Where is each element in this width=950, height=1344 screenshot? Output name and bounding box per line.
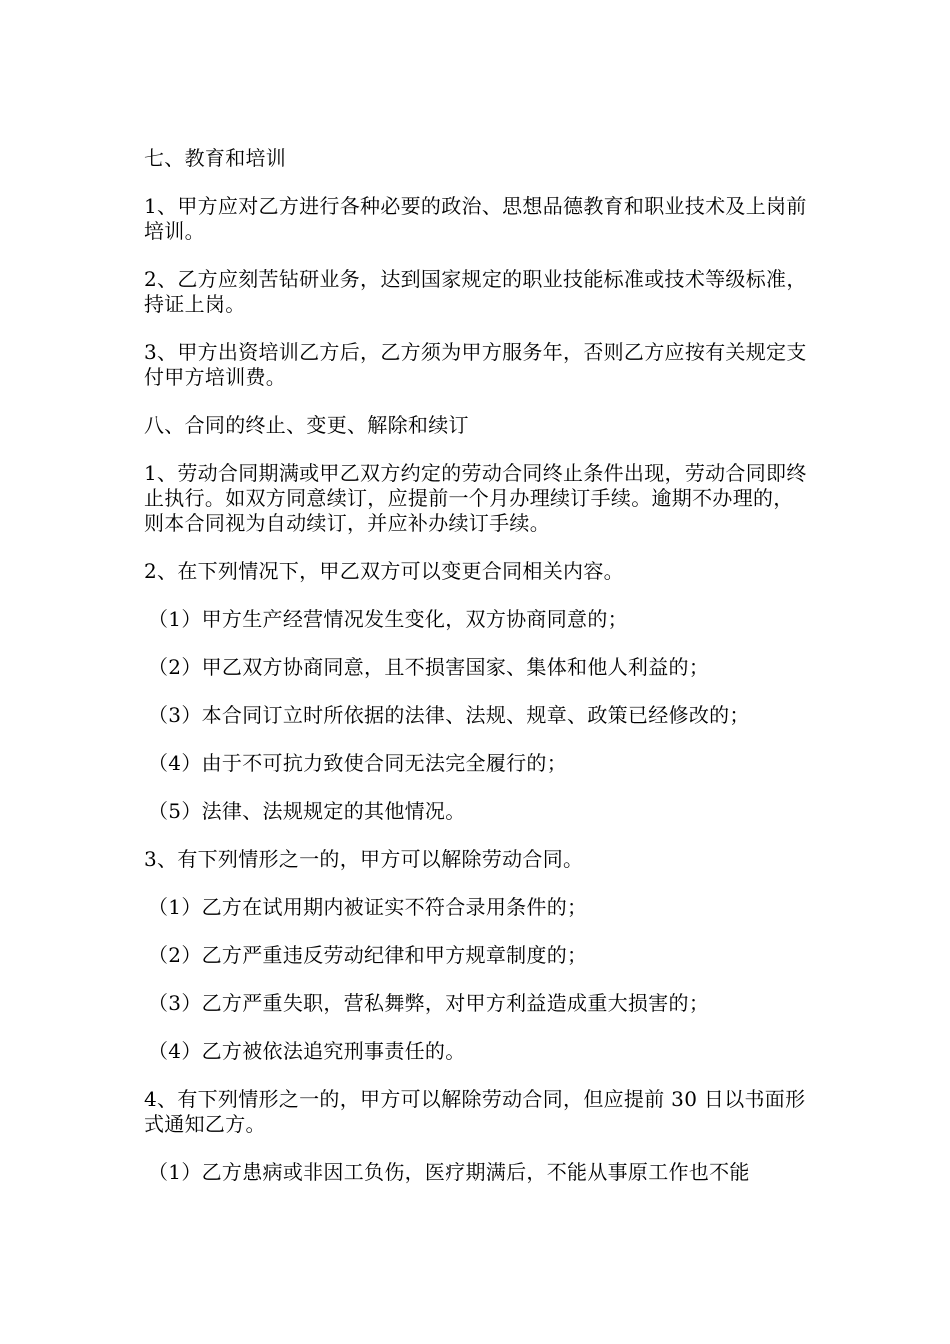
clause-8-4-item-1: （1）乙方患病或非因工负伤，医疗期满后，不能从事原工作也不能 xyxy=(148,1160,750,1184)
section-heading-contract-changes: 八、合同的终止、变更、解除和续订 xyxy=(144,413,469,437)
clause-8-3-item-4: （4）乙方被依法追究刑事责任的。 xyxy=(148,1039,466,1063)
clause-8-2-item-3: （3）本合同订立时所依据的法律、法规、规章、政策已经修改的； xyxy=(148,703,750,727)
clause-7-2: 2、乙方应刻苦钻研业务，达到国家规定的职业技能标准或技术等级标准，持证上岗。 xyxy=(144,267,807,316)
document-body xyxy=(144,146,808,1208)
clause-8-2-item-2: （2）甲乙双方协商同意，且不损害国家、集体和他人利益的； xyxy=(148,655,710,679)
clause-8-3-item-2: （2）乙方严重违反劳动纪律和甲方规章制度的； xyxy=(148,943,588,967)
clause-8-2-item-4: （4）由于不可抗力致使合同无法完全履行的； xyxy=(148,751,568,775)
clause-8-1: 1、劳动合同期满或甲乙双方约定的劳动合同终止条件出现，劳动合同即终止执行。如双方同意续订，应提前一个月办理续订手续。逾期不办理的，则本合同视为自动续订，并应补办续订手续。 xyxy=(144,461,807,535)
section-heading-education: 七、教育和培训 xyxy=(144,146,287,170)
clause-8-3-item-3: （3）乙方严重失职，营私舞弊，对甲方利益造成重大损害的； xyxy=(148,991,710,1015)
clause-8-2-item-5: （5）法律、法规规定的其他情况。 xyxy=(148,799,466,823)
clause-7-3: 3、甲方出资培训乙方后，乙方须为甲方服务年，否则乙方应按有关规定支付甲方培训费。 xyxy=(144,340,807,389)
clause-8-2-item-1: （1）甲方生产经营情况发生变化，双方协商同意的； xyxy=(148,607,628,631)
clause-8-2: 2、在下列情况下，甲乙双方可以变更合同相关内容。 xyxy=(144,559,624,583)
clause-8-3-item-1: （1）乙方在试用期内被证实不符合录用条件的； xyxy=(148,895,588,919)
clause-8-3: 3、有下列情形之一的，甲方可以解除劳动合同。 xyxy=(144,847,584,871)
clause-8-4: 4、有下列情形之一的，甲方可以解除劳动合同，但应提前 30 日以书面形式通知乙方。 xyxy=(144,1087,806,1136)
clause-7-1: 1、甲方应对乙方进行各种必要的政治、思想品德教育和职业技术及上岗前培训。 xyxy=(144,194,807,243)
